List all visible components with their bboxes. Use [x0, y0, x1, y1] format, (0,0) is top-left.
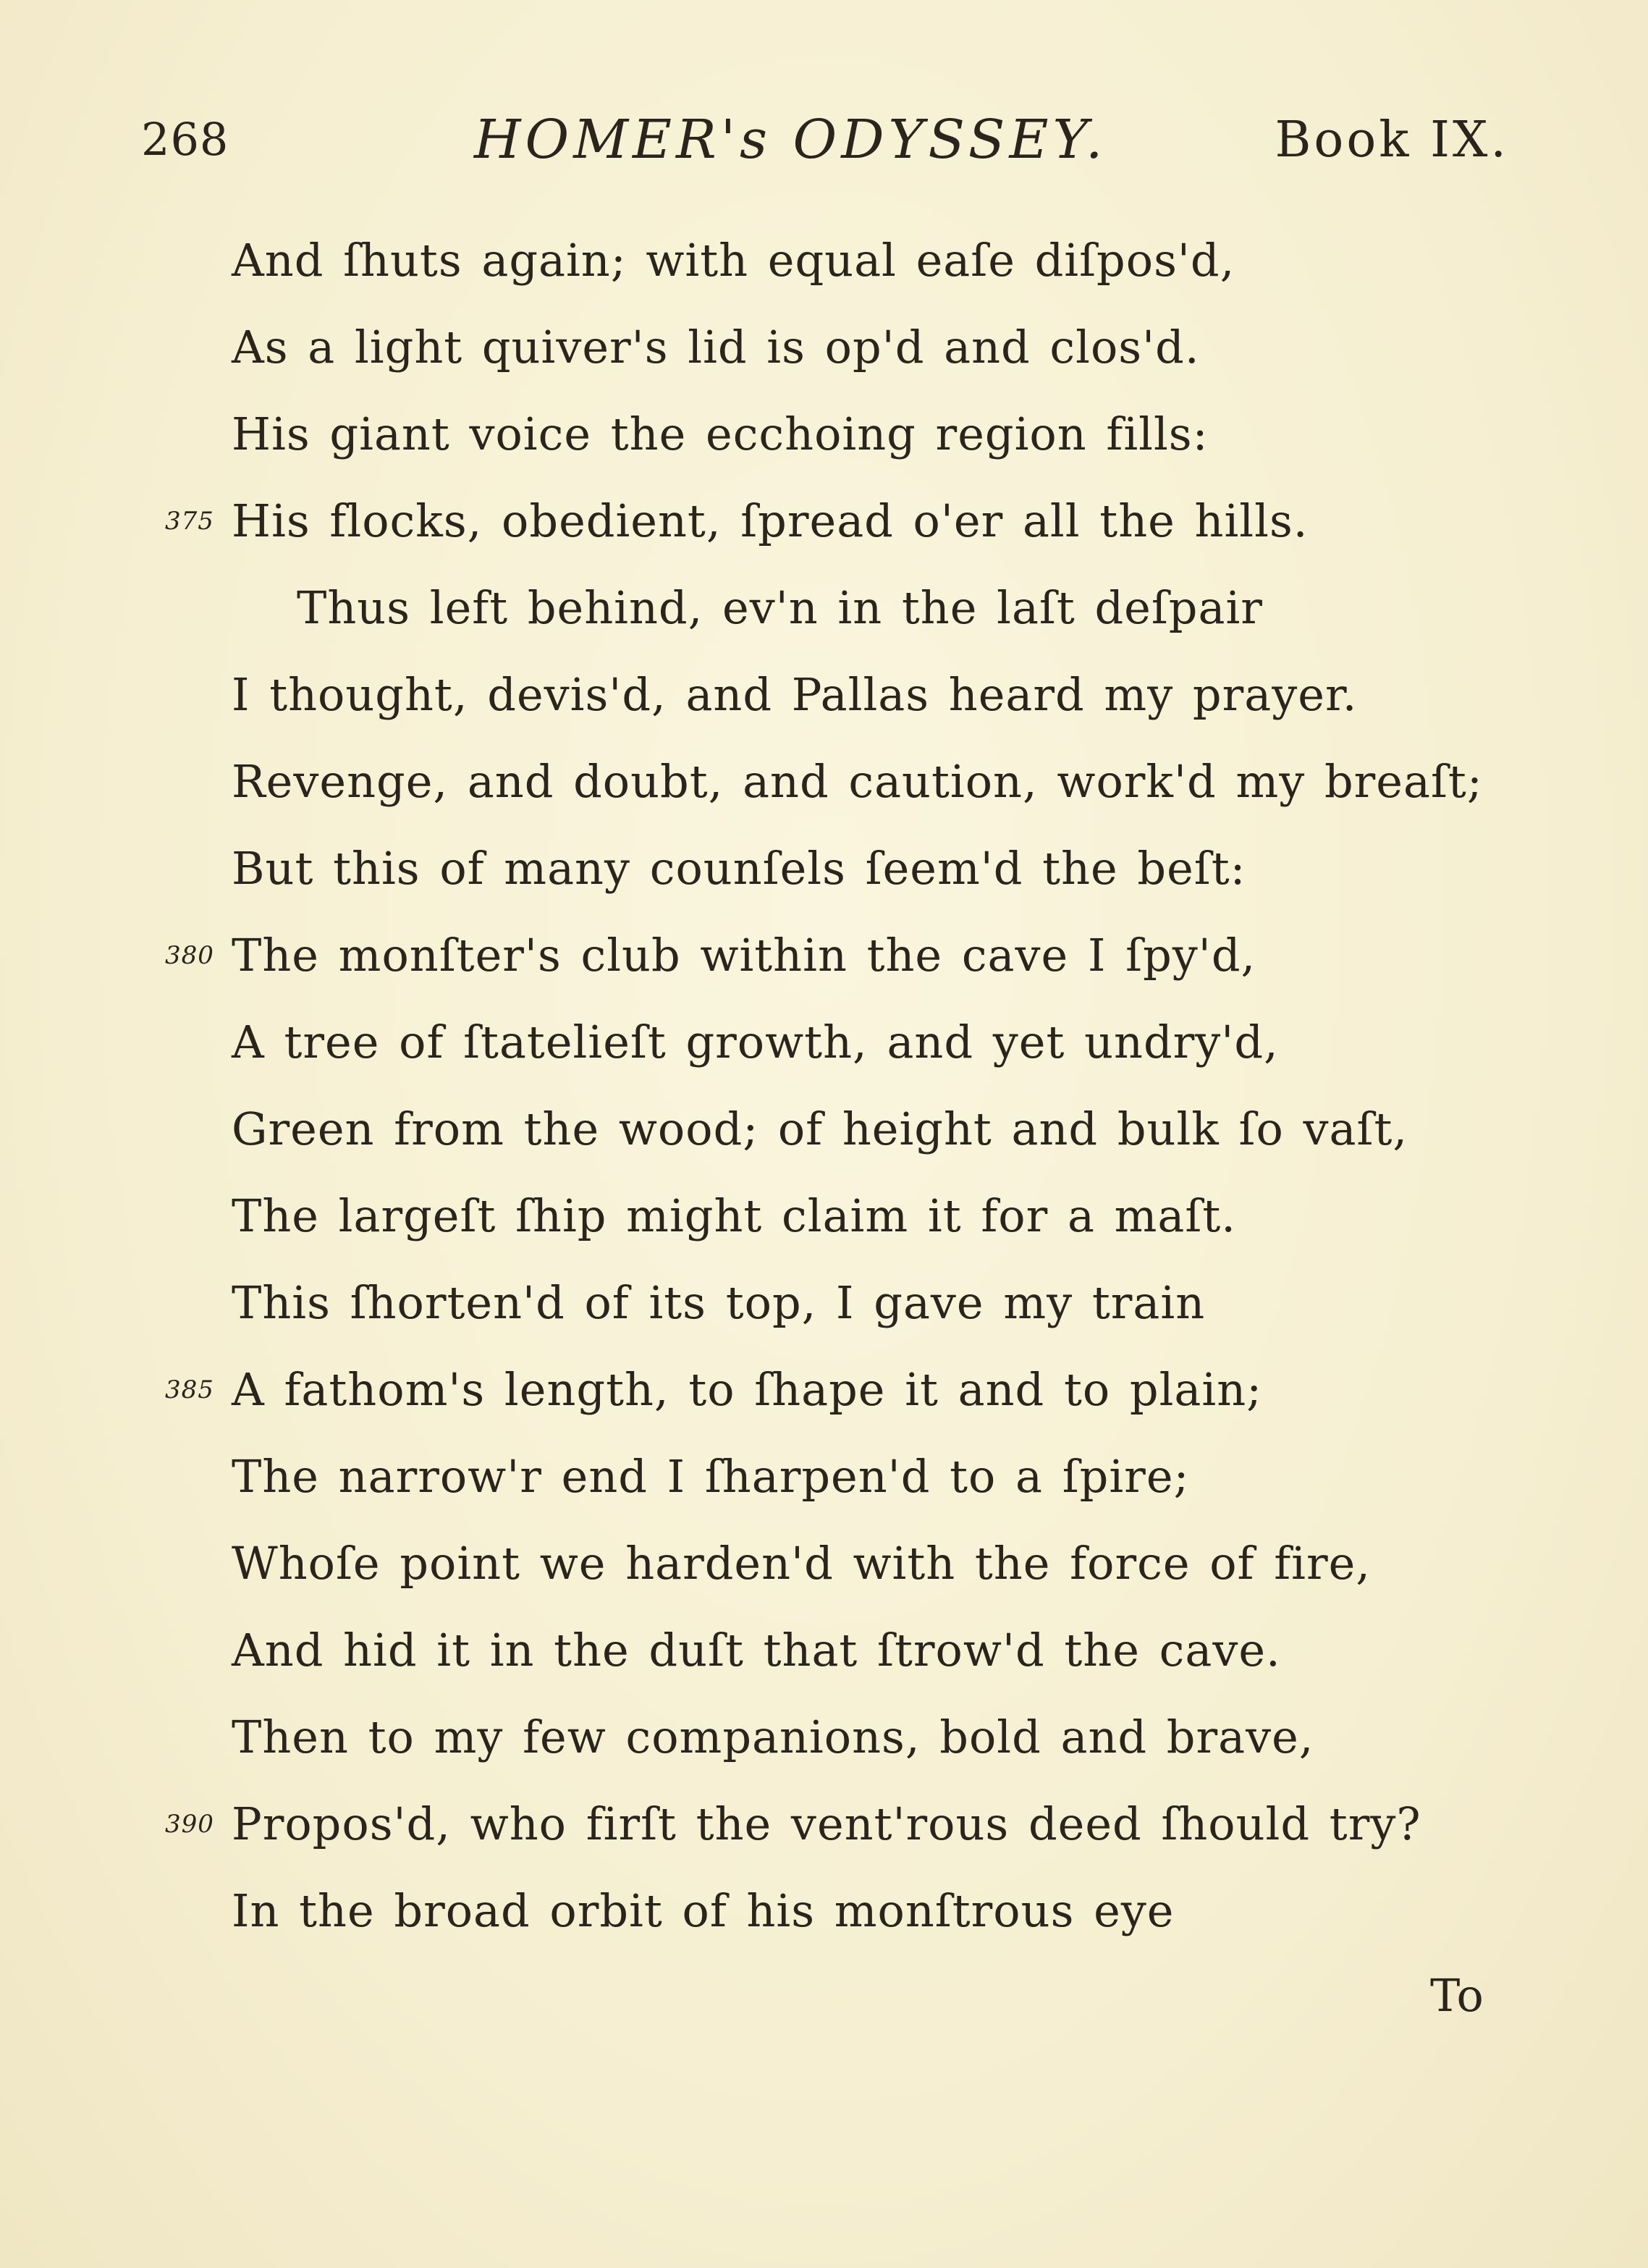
- verse-line: [0, 1274, 1648, 1361]
- verse-text: I thought, devis'd, and Pallas heard my prayer.: [232, 668, 1358, 721]
- verse-line: [0, 1013, 1648, 1100]
- verse-line: [0, 1622, 1648, 1708]
- running-title: HOMER's ODYSSEY.: [474, 109, 1107, 171]
- verse-text: Thus left behind, ev'n in the laſt deſpair: [297, 581, 1263, 634]
- line-number: 375: [165, 507, 214, 536]
- verse-text: And ſhuts again; with equal eaſe diſpos'd,: [232, 234, 1235, 287]
- verse-text: The narrow'r end I ſharpen'd to a ſpire;: [232, 1450, 1190, 1503]
- verse-text: In the broad orbit of his monſtrous eye: [232, 1884, 1175, 1937]
- verse-line: [0, 232, 1648, 319]
- verse-line: [0, 666, 1648, 753]
- verse-text: His flocks, obedient, ſpread o'er all the hills.: [232, 494, 1309, 547]
- page-header: [141, 109, 1509, 188]
- verse-line: [0, 1882, 1648, 1969]
- verse-text: Green from the wood; of height and bulk ſo vaſt,: [232, 1103, 1408, 1155]
- line-number: 390: [165, 1810, 214, 1839]
- verse-text: This ſhorten'd of its top, I gave my train: [232, 1276, 1206, 1329]
- page-number: 268: [141, 113, 229, 166]
- verse-line: [0, 1187, 1648, 1274]
- book-label: Book IX.: [1275, 111, 1509, 169]
- verse-line: [0, 1361, 1648, 1448]
- verse-line: [0, 492, 1648, 579]
- verse-line: [0, 405, 1648, 492]
- line-number: 380: [165, 941, 214, 970]
- verse-line: [0, 1795, 1648, 1882]
- verse-line: [0, 753, 1648, 840]
- verse-line: [0, 927, 1648, 1013]
- verse-text: Whoſe point we harden'd with the force of fire,: [232, 1537, 1372, 1590]
- verse-text: A fathom's length, to ſhape it and to plain;: [232, 1363, 1263, 1416]
- catchword: To: [1430, 1969, 1484, 2022]
- verse-line: [0, 1100, 1648, 1187]
- verse-line: [0, 319, 1648, 405]
- verse-line: [0, 1448, 1648, 1535]
- verse-text: Then to my few companions, bold and brave,: [232, 1711, 1314, 1763]
- line-number: 385: [165, 1375, 214, 1404]
- verse-text: His giant voice the ecchoing region fills:: [232, 408, 1209, 460]
- verse-text: And hid it in the duſt that ſtrow'd the cave.: [232, 1624, 1281, 1677]
- verse-text: The monſter's club within the cave I ſpy'd,: [232, 929, 1256, 982]
- verse-line: [0, 1535, 1648, 1622]
- verse-text: Propos'd, who firſt the vent'rous deed ſhould try?: [232, 1797, 1421, 1850]
- verse-text: As a light quiver's lid is op'd and clos'd.: [232, 321, 1200, 374]
- verse-text: A tree of ſtatelieſt growth, and yet undry'd,: [232, 1016, 1279, 1068]
- verse-line: [0, 840, 1648, 927]
- verse-text: But this of many counſels ſeem'd the beſt:: [232, 842, 1246, 895]
- verse-line: [0, 579, 1648, 666]
- verse-line: [0, 1708, 1648, 1795]
- verse-text: The largeſt ſhip might claim it for a maſt.: [232, 1189, 1236, 1242]
- verse-text: Revenge, and doubt, and caution, work'd my breaſt;: [232, 755, 1483, 808]
